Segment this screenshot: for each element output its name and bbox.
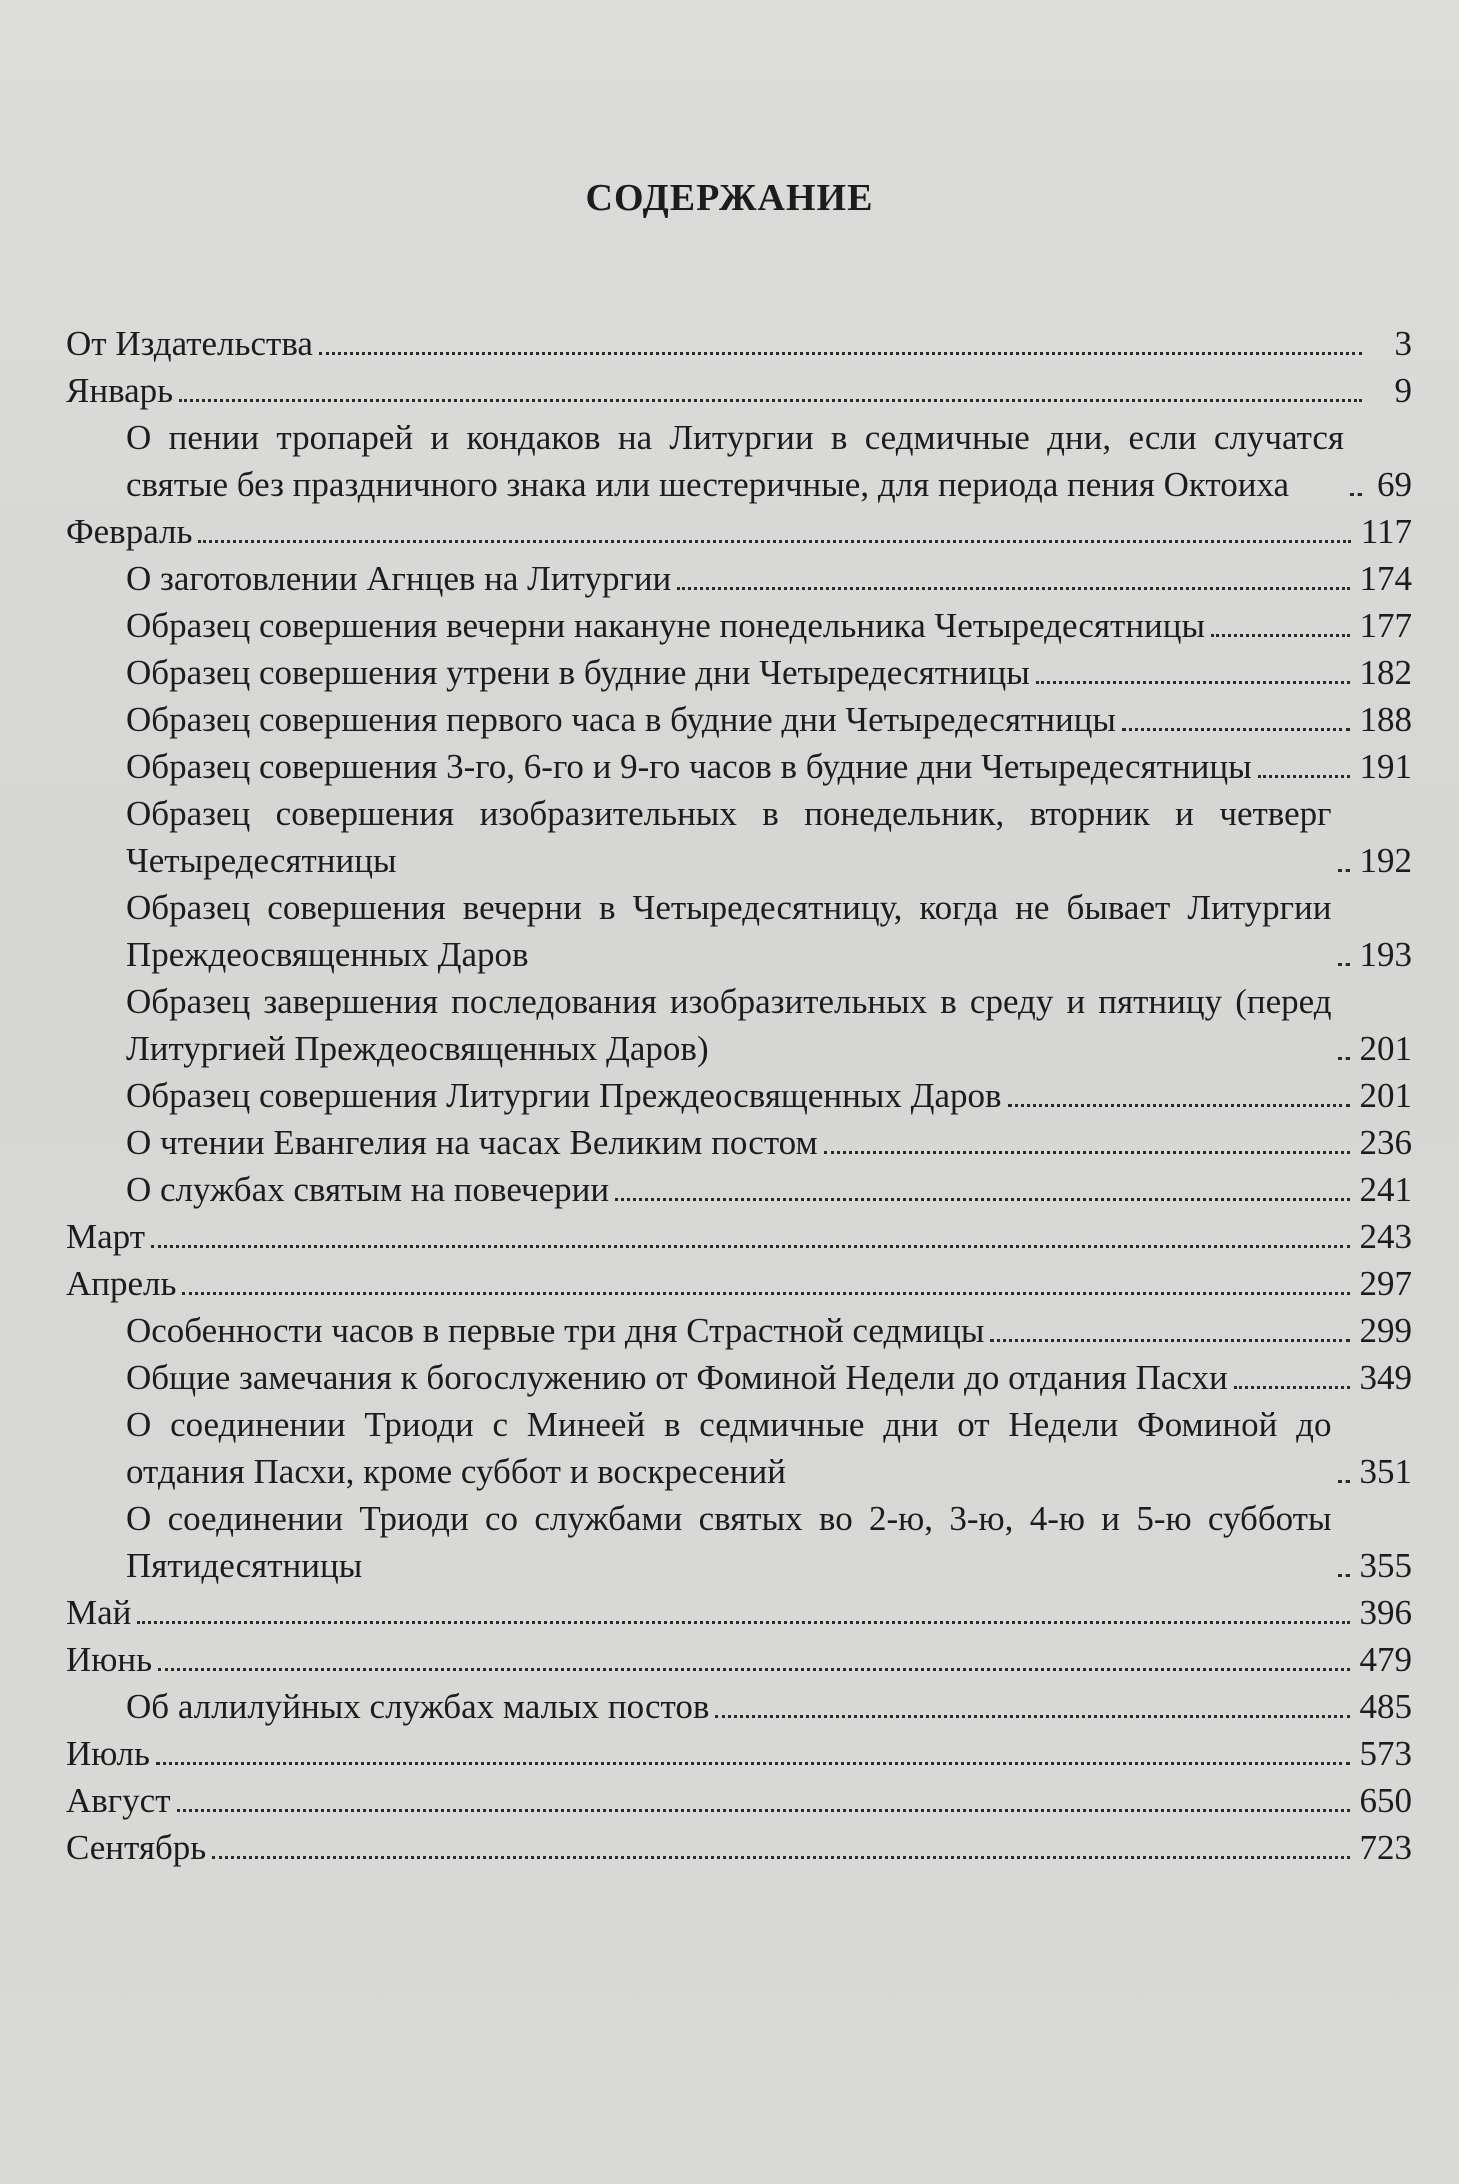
toc-page-number: 177 [1359,606,1412,645]
toc-subentry [66,1683,1412,1730]
dot-leader [1211,634,1349,637]
toc-entry-title: Февраль [66,512,193,551]
toc-subentry [66,978,1412,1072]
toc-subentry [66,414,1412,508]
toc-entry-title: Образец совершения Литургии Преждеосвященных Даров [126,1076,1002,1115]
toc-subentry [66,1495,1412,1589]
toc-subentry [66,696,1412,743]
dot-leader [212,1856,1349,1859]
toc-page-number: 723 [1359,1828,1412,1867]
toc-entry-title: О пении тропарей и кондаков на Литургии в седмичные дни, если случатся святые без праздничного знака или шестеричные, для периода пения Октоиха [126,418,1344,504]
toc-entry-title: О соединении Триоди со службами святых во 2-ю, 3-ю, 4-ю и 5-ю субботы Пятидесятницы [126,1499,1332,1585]
toc-page-number: 396 [1359,1593,1412,1632]
dot-leader [715,1715,1349,1718]
toc-entry [66,508,1412,555]
toc-page-number: 243 [1359,1217,1412,1256]
toc-page-number: 117 [1360,512,1412,551]
toc-subentry [66,602,1412,649]
toc-page-number: 479 [1359,1640,1412,1679]
toc-entry-title: Особенности часов в первые три дня Страстной седмицы [126,1311,985,1350]
toc-entry [66,1589,1412,1636]
page-title: СОДЕРЖАНИЕ [585,177,874,219]
toc-page-number: 193 [1359,935,1412,974]
toc-entry-title: Июль [66,1734,150,1773]
toc-entry-title: О заготовлении Агнцев на Литургии [126,559,672,598]
dot-leader [1122,728,1350,731]
toc-entry-title: Образец завершения последования изобразительных в среду и пятницу (перед Литургией Преждеосвященных Даров) [126,982,1332,1068]
dot-leader [179,399,1362,402]
toc-entry-title: От Издательства [66,324,313,363]
toc-entry [66,1824,1412,1871]
toc-entry [66,367,1412,414]
toc-entry-title: Образец совершения вечерни накануне понедельника Четыредесятницы [126,606,1206,645]
toc-subentry [66,1166,1412,1213]
toc-entry-title: Июнь [66,1640,153,1679]
toc-entry-title: Март [66,1217,145,1256]
dot-leader [1338,1480,1350,1483]
toc-entry-title: Образец совершения вечерни в Четыредесятницу, когда не бывает Литургии Преждеосвященных Даров [126,888,1332,974]
dot-leader [1338,1057,1350,1060]
toc-entry-title: О службах святым на повечерии [126,1170,610,1209]
toc-subentry [66,555,1412,602]
dot-leader [615,1198,1349,1201]
dot-leader [1338,1574,1350,1577]
toc-subentry [66,1401,1412,1495]
toc-page-number: 191 [1359,747,1412,786]
dot-leader [990,1339,1349,1342]
toc-page-number: 299 [1359,1311,1412,1350]
toc-entry [66,320,1412,367]
toc-entry-title: Общие замечания к богослужению от Фоминой Недели до отдания Пасхи [126,1358,1228,1397]
toc-entry-title: О соединении Триоди с Минеей в седмичные дни от Недели Фоминой до отдания Пасхи, кроме суббот и воскресений [126,1405,1332,1491]
dot-leader [319,352,1362,355]
dot-leader [1338,869,1350,872]
dot-leader [824,1151,1350,1154]
toc-entry-title: Об аллилуйных службах малых постов [126,1687,710,1726]
toc-subentry [66,1307,1412,1354]
dot-leader [1258,775,1350,778]
dot-leader [1008,1104,1350,1107]
toc-entry [66,1730,1412,1777]
toc-entry-title: Май [66,1593,132,1632]
toc-entry-title: Образец совершения утрени в будние дни Четыредесятницы [126,653,1030,692]
dot-leader [1338,963,1350,966]
toc-entry-title: Январь [66,371,174,410]
toc-page-number: 241 [1359,1170,1412,1209]
toc-page-number: 485 [1359,1687,1412,1726]
toc-page-number: 349 [1359,1358,1412,1397]
toc-page-number: 9 [1394,371,1412,410]
dot-leader [158,1668,1349,1671]
toc-page-number: 650 [1359,1781,1412,1820]
toc-page-number: 201 [1359,1076,1412,1115]
toc-page-number: 69 [1377,465,1412,504]
toc-subentry [66,1072,1412,1119]
dot-leader [1234,1386,1350,1389]
toc-page-number: 192 [1359,841,1412,880]
toc-entry-title: О чтении Евангелия на часах Великим постом [126,1123,818,1162]
toc-subentry [66,790,1412,884]
dot-leader [156,1762,1350,1765]
toc-entry-title: Апрель [66,1264,177,1303]
toc-subentry [66,1119,1412,1166]
toc-page-number: 3 [1394,324,1412,363]
dot-leader [1350,493,1362,496]
dot-leader [182,1292,1349,1295]
toc-subentry [66,1354,1412,1401]
toc-subentry [66,649,1412,696]
toc-page-number: 201 [1359,1029,1412,1068]
toc-page-number: 188 [1359,700,1412,739]
toc-page-number: 236 [1359,1123,1412,1162]
toc-entry [66,1260,1412,1307]
toc-page-number: 355 [1359,1546,1412,1585]
toc-page-number: 573 [1359,1734,1412,1773]
dot-leader [177,1809,1350,1812]
toc-entry [66,1636,1412,1683]
toc-entry-title: Образец совершения изобразительных в понедельник, вторник и четверг Четыредесятницы [126,794,1332,880]
toc-entry [66,1213,1412,1260]
toc-page-number: 351 [1359,1452,1412,1491]
toc-subentry [66,743,1412,790]
toc-entry [66,1777,1412,1824]
toc-entry-title: Сентябрь [66,1828,207,1867]
dot-leader [137,1621,1349,1624]
toc-page-number: 182 [1359,653,1412,692]
dot-leader [151,1245,1350,1248]
toc-entry-title: Образец совершения первого часа в будние дни Четыредесятницы [126,700,1116,739]
dot-leader [198,540,1350,543]
toc-entry-title: Образец совершения 3-го, 6-го и 9-го часов в будние дни Четыредесятницы [126,747,1252,786]
table-of-contents [66,320,1412,1871]
toc-subentry [66,884,1412,978]
dot-leader [1036,681,1350,684]
toc-page-number: 174 [1359,559,1412,598]
toc-page-number: 297 [1359,1264,1412,1303]
toc-entry-title: Август [66,1781,171,1820]
dot-leader [677,587,1349,590]
